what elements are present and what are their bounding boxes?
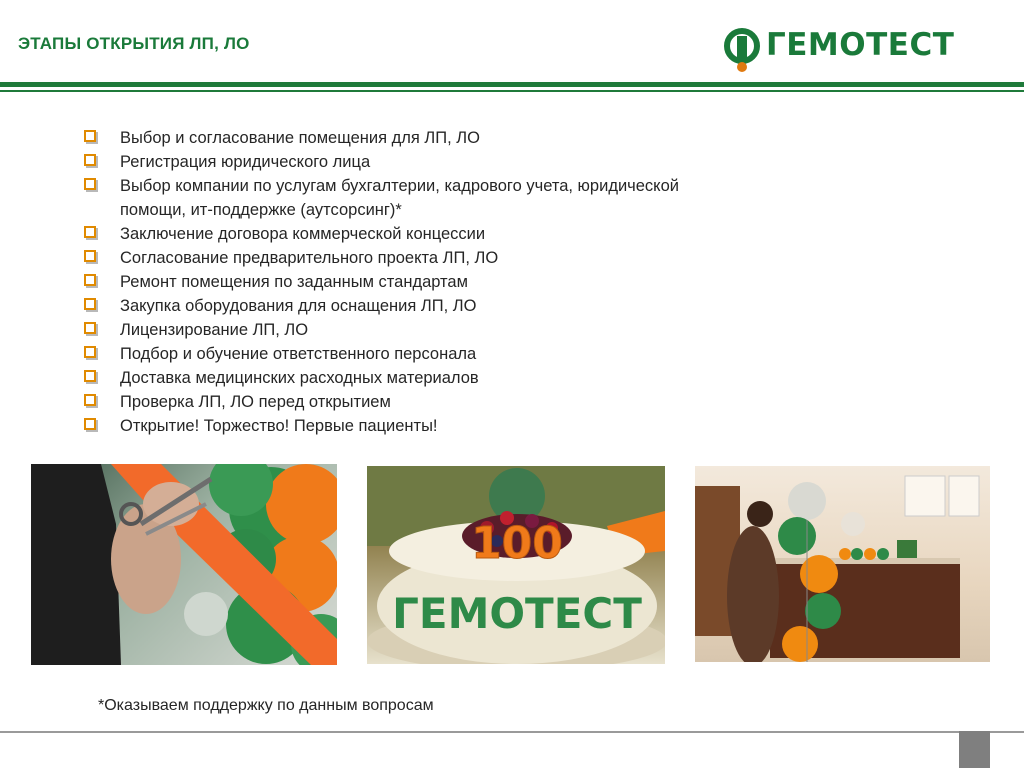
step-text: Доставка медицинских расходных материалов (120, 369, 479, 387)
checkbox-bullet-icon (84, 298, 96, 310)
list-item (84, 246, 704, 270)
gemotest-logo (722, 22, 992, 74)
checkbox-bullet-icon (84, 346, 96, 358)
checkbox-bullet-icon (84, 394, 96, 406)
step-text: Проверка ЛП, ЛО перед открытием (120, 393, 391, 411)
header-divider-thick (0, 82, 1024, 87)
step-text: Открытие! Торжество! Первые пациенты! (120, 417, 438, 435)
step-text: Заключение договора коммерческой концессии (120, 225, 486, 243)
list-item (84, 222, 704, 246)
list-item (84, 174, 704, 222)
cake-logo-text: ГЕМОТЕСТ (392, 589, 642, 638)
clinic-opening-photo (695, 466, 990, 662)
step-text: Регистрация юридического лица (120, 153, 371, 171)
checkbox-bullet-icon (84, 418, 96, 430)
step-text: Выбор и согласование помещения для ЛП, ЛО (120, 129, 480, 147)
step-text: Лицензирование ЛП, ЛО (120, 321, 309, 339)
checkbox-bullet-icon (84, 274, 96, 286)
logo-text: ГЕМОТЕСТ (766, 27, 955, 63)
footer-page-block (959, 731, 990, 768)
page-title: ЭТАПЫ ОТКРЫТИЯ ЛП, ЛО (18, 34, 250, 53)
logo-mark-icon (722, 22, 766, 74)
opening-steps-list (84, 126, 704, 438)
step-text: Подбор и обучение ответственного персонала (120, 345, 477, 363)
checkbox-bullet-icon (84, 226, 96, 238)
step-text: Выбор компании по услугам бухгалтерии, кадрового учета, юридической помощи, ит-поддержке (аутсорсинг)* (120, 177, 679, 219)
anniversary-cake-photo (367, 466, 665, 664)
header-divider-thin (0, 90, 1024, 92)
checkbox-bullet-icon (84, 178, 96, 190)
step-text: Согласование предварительного проекта ЛП, ЛО (120, 249, 499, 267)
list-item (84, 150, 704, 174)
cake-number-text: 100 (471, 518, 563, 569)
list-item (84, 126, 704, 150)
list-item (84, 342, 704, 366)
step-text: Ремонт помещения по заданным стандартам (120, 273, 468, 291)
list-item (84, 318, 704, 342)
checkbox-bullet-icon (84, 250, 96, 262)
checkbox-bullet-icon (84, 130, 96, 142)
ribbon-cutting-photo (31, 464, 337, 665)
checkbox-bullet-icon (84, 154, 96, 166)
list-item (84, 366, 704, 390)
list-item (84, 414, 704, 438)
list-item (84, 270, 704, 294)
checkbox-bullet-icon (84, 322, 96, 334)
list-item (84, 294, 704, 318)
list-item (84, 390, 704, 414)
checkbox-bullet-icon (84, 370, 96, 382)
footer-divider (0, 731, 1024, 733)
footnote: *Оказываем поддержку по данным вопросам (98, 697, 434, 714)
step-text: Закупка оборудования для оснащения ЛП, ЛО (120, 297, 477, 315)
